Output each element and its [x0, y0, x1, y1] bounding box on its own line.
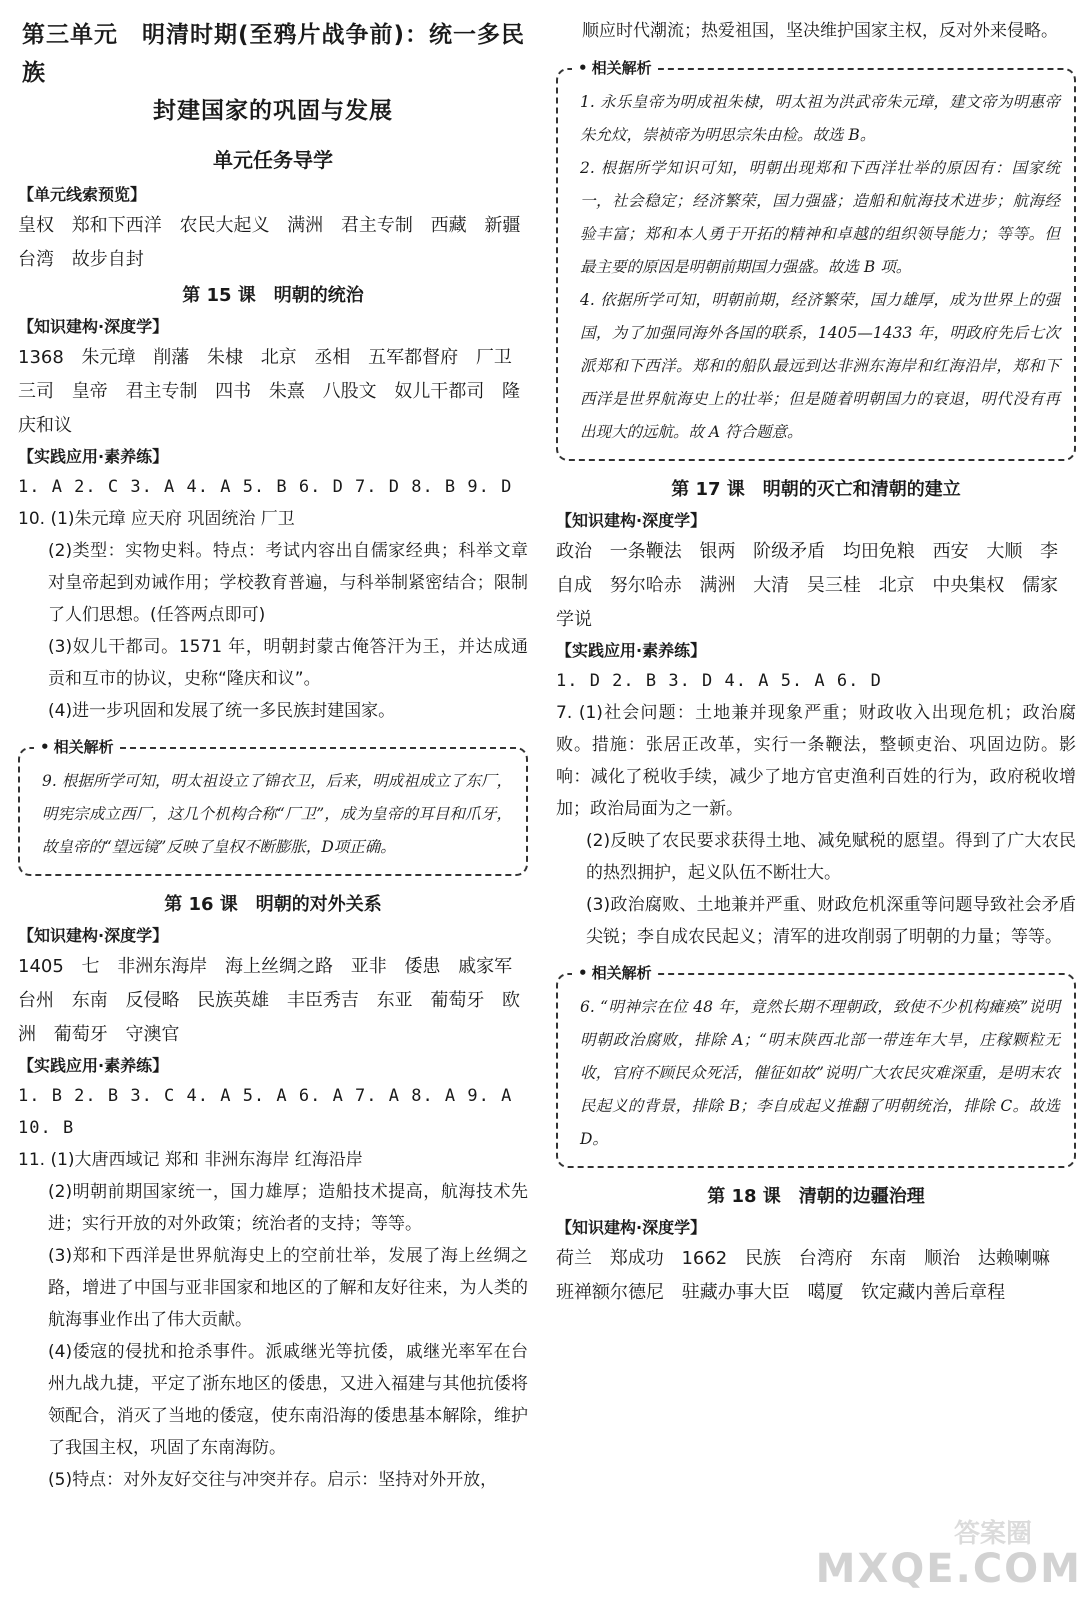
lesson16-q11-5-continued: 顺应时代潮流；热爱祖国，坚决维护国家主权，反对外来侵略。	[582, 21, 1058, 41]
lesson16-q11-3: (3)郑和下西洋是世界航海史上的空前壮举，发展了海上丝绸之路，增进了中国与亚非国家和地区的了解和友好往来，为人类的航海事业作出了伟大贡献。	[48, 1246, 528, 1330]
right-column	[556, 0, 1076, 1310]
unit-title-line2: 封建国家的巩固与发展	[153, 98, 393, 124]
unit-title-line1: 第三单元 明清时期(至鸦片战争前)：统一多民族	[22, 22, 526, 86]
lesson17-knowledge-text: 政治 一条鞭法 银两 阶级矛盾 均田免粮 西安 大顺 李自成 努尔哈赤 满洲 大清 吴三桂 北京 中央集权 儒家学说	[556, 541, 1059, 630]
analysis-tag: • 相关解析	[572, 57, 658, 78]
lesson16-knowledge-text: 1405 七 非洲东海岸 海上丝绸之路 亚非 倭患 戚家军 台州 东南 反侵略 民族英雄 丰臣秀吉 东亚 葡萄牙 欧洲 葡萄牙 守澳官	[18, 956, 521, 1045]
lesson17-analysis-box	[556, 964, 1076, 1168]
lesson17-analysis-text: 6. “明神宗在位 48 年，竟然长期不理朝政，致使不少机构瘫痪”说明明朝政治腐败，排除 A；“明末陕西北部一带连年大旱，庄稼颗粒无收，官府不顾民众死活，催征如故”说明广大农民灾难深重，是明末农民起义的背景，排除 B；李自成起义推翻了明朝统治，排除 C。故选 D。	[580, 998, 1060, 1148]
lesson16-knowledge-label: 【知识建构·深度学】	[18, 926, 169, 945]
lesson16-q11-4: (4)倭寇的侵扰和抢杀事件。派戚继光等抗倭，戚继光率军在台州九战九捷，平定了浙东地区的倭患，又进入福建与其他抗倭将领配合，消灭了当地的倭寇，使东南沿海的倭患基本解除，维护了我国主权，巩固了东南海防。	[48, 1342, 528, 1458]
lesson15-knowledge-label: 【知识建构·深度学】	[18, 317, 169, 336]
lesson15-practice-label: 【实践应用·素养练】	[18, 447, 169, 466]
lesson16-analysis-4: 4. 依据所学可知，明朝前期，经济繁荣，国力雄厚，成为世界上的强国，为了加强同海外各国的联系，1405—1433 年，明政府先后七次派郑和下西洋。郑和的船队最远到达非洲东海岸和红海沿岸，郑和下西洋是世界航海史上的壮举；但是随着明朝国力的衰退，明代没有再出现大的远航。故 A 符合题意。	[580, 291, 1060, 441]
lesson15-q10-2: (2)类型：实物史料。特点：考试内容出自儒家经典；科举文章对皇帝起到劝诫作用；学校教育普遍，与科举制紧密结合；限制了人们思想。(任答两点即可)	[48, 541, 528, 625]
unit-clue-text: 皇权 郑和下西洋 农民大起义 满洲 君主专制 西藏 新疆 台湾 故步自封	[18, 215, 521, 270]
lesson15-analysis-box	[18, 738, 528, 876]
watermark-logo: MXQE.COM	[815, 1546, 1082, 1592]
lesson17-q7-2: (2)反映了农民要求获得土地、减免赋税的愿望。得到了广大农民的热烈拥护，起义队伍不断壮大。	[586, 831, 1076, 883]
lesson16-q11-2: (2)明朝前期国家统一，国力雄厚；造船技术提高，航海技术先进；实行开放的对外政策；统治者的支持；等等。	[48, 1182, 528, 1234]
left-column	[18, 0, 528, 1496]
lesson15-q10-3: (3)奴儿干都司。1571 年，明朝封蒙古俺答汗为王，并达成通贡和互市的协议，史称“隆庆和议”。	[48, 637, 528, 689]
unit-title	[18, 16, 528, 130]
lesson17-answers: 1. D 2. B 3. D 4. A 5. A 6. D	[556, 671, 882, 691]
lesson17-q7-3: (3)政治腐败、土地兼并严重、财政危机深重等问题导致社会矛盾尖锐；李自成农民起义；清军的进攻削弱了明朝的力量；等等。	[586, 895, 1076, 947]
lesson16-q11-1: 11. (1)大唐西域记 郑和 非洲东海岸 红海沿岸	[18, 1150, 363, 1170]
lesson15-answers: 1. A 2. C 3. A 4. A 5. B 6. D 7. D 8. B 9. D	[18, 477, 513, 497]
lesson16-q11-5: (5)特点：对外友好交往与冲突并存。启示：坚持对外开放，	[48, 1470, 498, 1490]
lesson17-knowledge-label: 【知识建构·深度学】	[556, 511, 707, 530]
lesson16-analysis-1: 1. 永乐皇帝为明成祖朱棣，明太祖为洪武帝朱元璋，建文帝为明惠帝朱允炆，崇祯帝为明思宗朱由检。故选 B。	[580, 93, 1060, 144]
analysis-tag: • 相关解析	[572, 962, 658, 983]
lesson17-practice-label: 【实践应用·素养练】	[556, 641, 707, 660]
lesson16-analysis-box	[556, 59, 1076, 461]
lesson15-q10-4: (4)进一步巩固和发展了统一多民族封建国家。	[48, 701, 396, 721]
lesson15-q10-1: 10. (1)朱元璋 应天府 巩固统治 厂卫	[18, 509, 295, 529]
lesson16-answers-2: 10. B	[18, 1118, 75, 1138]
lesson16-title: 第 16 课 明朝的对外关系	[164, 894, 382, 915]
unit-guide-title: 单元任务导学	[213, 148, 333, 172]
lesson16-practice-label: 【实践应用·素养练】	[18, 1056, 169, 1075]
lesson18-knowledge-text: 荷兰 郑成功 1662 民族 台湾府 东南 顺治 达赖喇嘛 班禅额尔德尼 驻藏办事大臣 噶厦 钦定藏内善后章程	[556, 1248, 1050, 1303]
lesson18-knowledge-label: 【知识建构·深度学】	[556, 1218, 707, 1237]
lesson17-q7-1: 7. (1)社会问题：土地兼并现象严重；财政收入出现危机；政治腐败。措施：张居正改革，实行一条鞭法，整顿吏治、巩固边防。影响：减化了税收手续，减少了地方官吏渔利百姓的行为，政府税收增加；政治局面为之一新。	[556, 703, 1076, 819]
lesson15-knowledge-text: 1368 朱元璋 削藩 朱棣 北京 丞相 五军都督府 厂卫 三司 皇帝 君主专制 四书 朱熹 八股文 奴儿干都司 隆庆和议	[18, 347, 521, 436]
unit-clue-label: 【单元线索预览】	[18, 185, 147, 204]
watermark-logo-cn: 答案圈	[953, 1519, 1032, 1549]
lesson16-analysis-2: 2. 根据所学知识可知，明朝出现郑和下西洋壮举的原因有：国家统一，社会稳定；经济繁荣，国力强盛；造船和航海技术进步；航海经验丰富；郑和本人勇于开拓的精神和卓越的组织领导能力；等等。但最主要的原因是明朝前期国力强盛。故选 B 项。	[580, 159, 1060, 276]
lesson15-analysis-text: 9. 根据所学可知，明太祖设立了锦衣卫，后来，明成祖成立了东厂，明宪宗成立西厂，这几个机构合称“厂卫”，成为皇帝的耳目和爪牙，故皇帝的“望远镜”反映了皇权不断膨胀，D项正确。	[42, 772, 512, 856]
lesson17-title: 第 17 课 明朝的灭亡和清朝的建立	[671, 479, 961, 500]
lesson15-title: 第 15 课 明朝的统治	[182, 285, 364, 306]
lesson16-answers-1: 1. B 2. B 3. C 4. A 5. A 6. A 7. A 8. A 9. A	[18, 1086, 513, 1106]
analysis-tag: • 相关解析	[34, 736, 120, 757]
lesson18-title: 第 18 课 清朝的边疆治理	[707, 1186, 925, 1207]
